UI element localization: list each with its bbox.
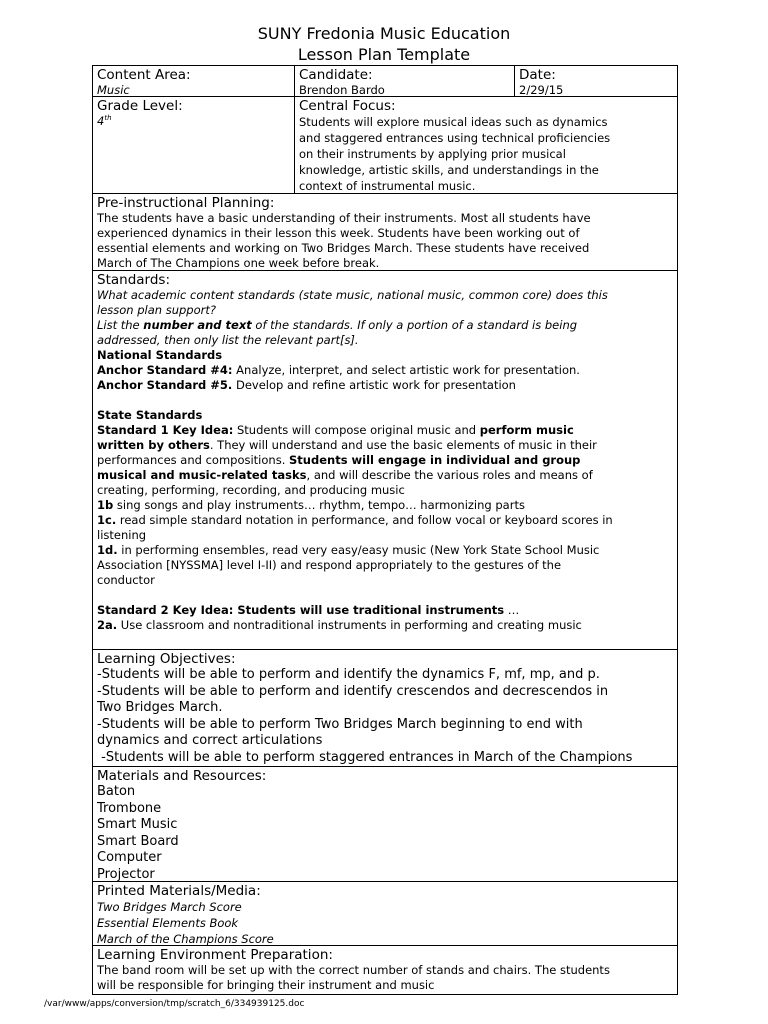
central-focus-label: Central Focus: xyxy=(299,98,396,114)
list-item: Two Bridges March Score xyxy=(97,900,242,914)
list-item: Smart Music xyxy=(97,817,178,832)
candidate-cell xyxy=(294,65,515,97)
grade-level-value: 4th xyxy=(97,114,112,128)
environment-section xyxy=(92,945,678,995)
candidate-label: Candidate: xyxy=(299,67,373,83)
candidate-value: Brendon Bardo xyxy=(299,83,385,97)
pre-instructional-text: The students have a basic understanding of their instruments. Most all students have experienced dynamics in their lesson this week. Students have been working out of essential elements and working on Two Bridges March. These students have received March of The Champions one week before break. xyxy=(97,211,591,270)
learning-objectives-section xyxy=(92,649,678,767)
page-subtitle: Lesson Plan Template xyxy=(297,45,471,64)
central-focus-text: Students will explore musical ideas such as dynamics and staggered entrances using technical proficiencies on their instruments by applying prior musical knowledge, artistic skills, and understandings in the context of instrumental music. xyxy=(299,115,611,193)
list-item: Essential Elements Book xyxy=(97,916,239,930)
national-standards-heading: National Standards xyxy=(97,348,223,362)
grade-level-cell xyxy=(92,96,295,194)
grade-level-label: Grade Level: xyxy=(97,98,183,114)
materials-list xyxy=(97,784,675,882)
date-cell xyxy=(514,65,678,97)
list-item: Smart Board xyxy=(97,833,179,849)
printed-materials-list xyxy=(97,899,675,946)
file-path-footer: /var/www/apps/conversion/tmp/scratch_6/334939125.doc xyxy=(44,999,305,1009)
list-item: Trombone xyxy=(97,800,162,816)
printed-materials-label: Printed Materials/Media: xyxy=(97,883,261,899)
learning-objectives-list: -Students will be able to perform and identify the dynamics F, mf, mp, and p. -Students will be able to perform and identify crescendos and decrescendos in Two Bridges March. -Students will be able to perform Two Bridges March beginning to end with dynamics and correct articulations -Students will be able to perform staggered entrances in March of the Champions xyxy=(97,667,633,765)
list-item: Baton xyxy=(97,784,136,799)
content-area-cell xyxy=(92,65,295,97)
page-title: SUNY Fredonia Music Education xyxy=(257,24,511,43)
content-area-label: Content Area: xyxy=(97,67,191,83)
pre-instructional-label: Pre-instructional Planning: xyxy=(97,195,275,211)
central-focus-cell xyxy=(294,96,678,194)
materials-section xyxy=(92,766,678,882)
standards-text: What academic content standards (state music, national music, common core) does this lesson plan support? List the number and text of the standards. If only a portion of a standard is being addressed, then only list the relevant part[s]. National Standards Anchor Standard #4: Analyze, interpret, and select artistic work for presentation. Anchor Standard #5. Develop and refine artistic work for presentation State Standards Standard 1 Key Idea: Students will compose original music and perform music written by others. They will understand and use the basic elements of music in their performances and compositions. Students will engage in individual and group musical and music-related tasks, and will describe the various roles and means of creating, performing, recording, and producing music 1b sing songs and play instruments… rhythm, tempo… harmonizing parts 1c. read simple standard notation in performance, and follow vocal or keyboard scores in listening 1d. in performing ensembles, read very easy/easy music (New York State School Music Association [NYSSMA] level I-II) and respond appropriately to the gestures of the conductor Standard 2 Key Idea: Students will use traditional instruments … 2a. Use classroom and nontraditional instruments in performing and creating music xyxy=(97,288,675,633)
content-area-value: Music xyxy=(97,83,130,97)
printed-materials-section xyxy=(92,881,678,946)
standards-label: Standards: xyxy=(97,272,170,288)
date-label: Date: xyxy=(519,67,556,83)
state-standards-heading: State Standards xyxy=(97,408,203,422)
learning-objectives-label: Learning Objectives: xyxy=(97,651,236,667)
pre-instructional-section xyxy=(92,193,678,271)
list-item: Projector xyxy=(97,866,155,882)
standards-section xyxy=(92,270,678,650)
environment-text: The band room will be set up with the correct number of stands and chairs. The students will be responsible for bringing their instrument and music xyxy=(97,963,610,992)
list-item: March of the Champions Score xyxy=(97,932,274,946)
materials-label: Materials and Resources: xyxy=(97,768,267,784)
date-value: 2/29/15 xyxy=(519,83,564,97)
environment-label: Learning Environment Preparation: xyxy=(97,947,333,963)
list-item: Computer xyxy=(97,850,162,865)
